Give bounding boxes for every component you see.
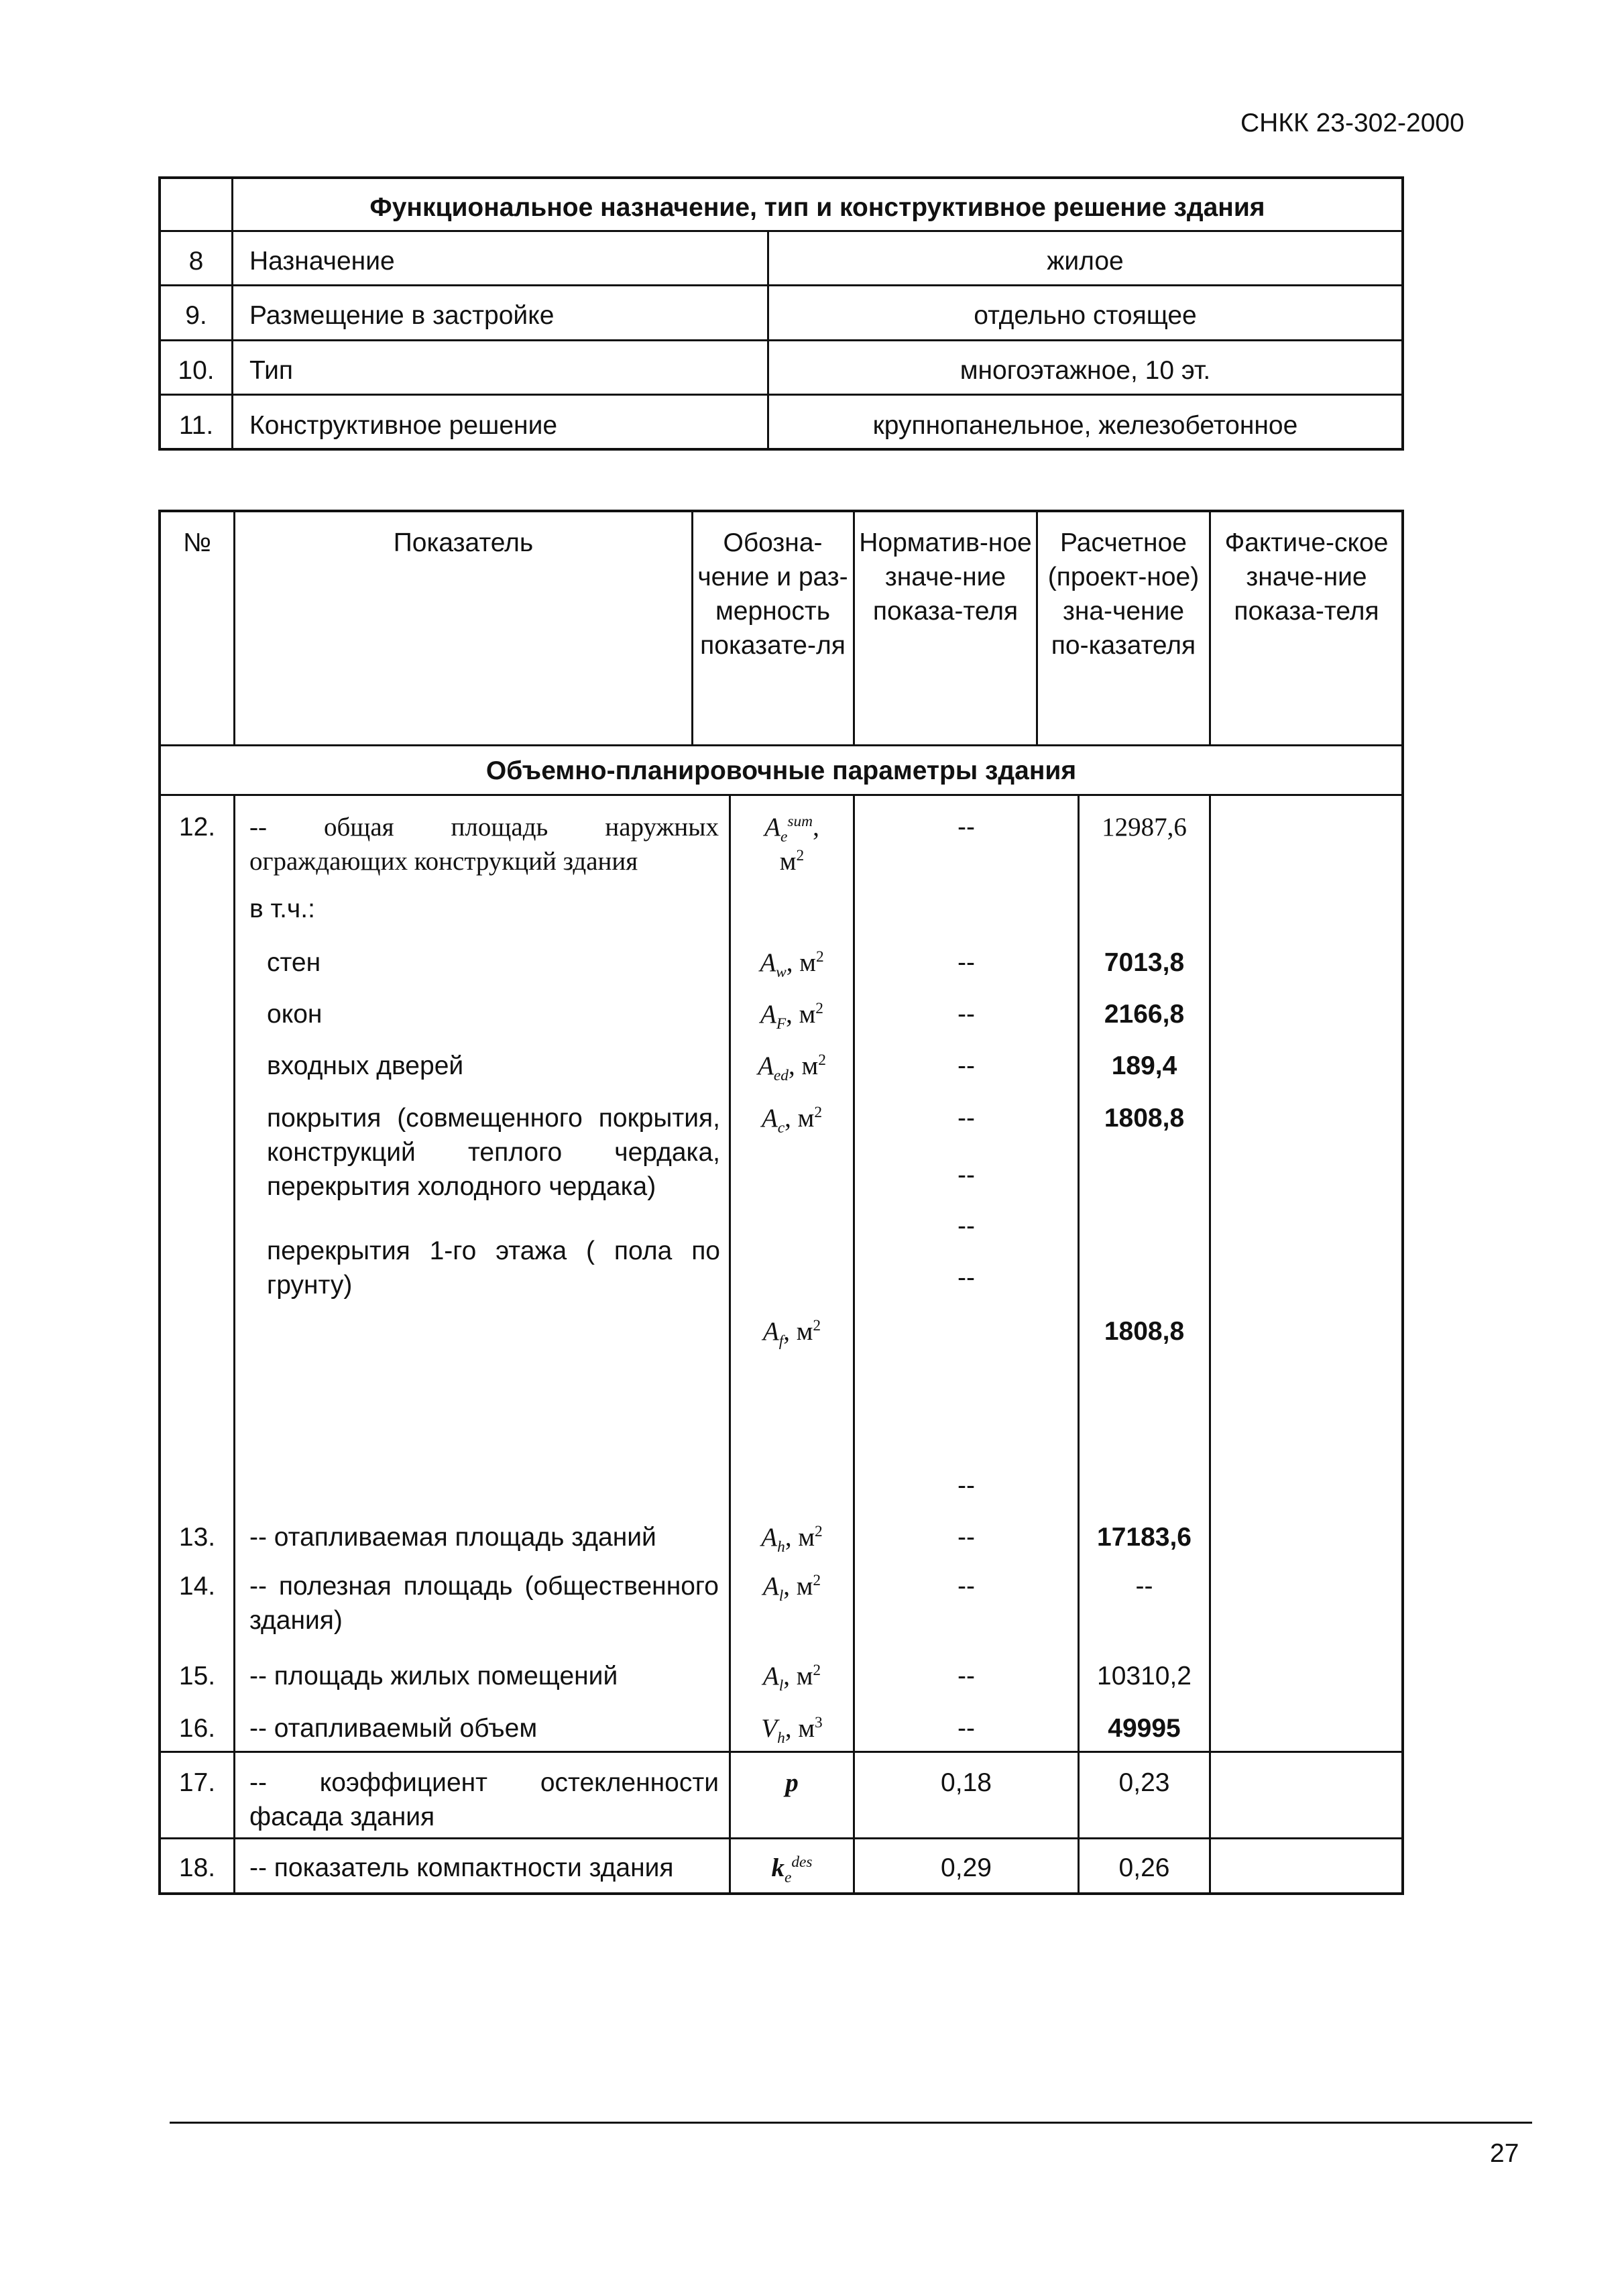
row-normative: -- <box>958 813 975 842</box>
item-design: 1808,8 <box>1104 1104 1185 1133</box>
row-label: Размещение в застройке <box>249 301 555 330</box>
row-label: Конструктивное решение <box>249 411 558 440</box>
extra-dash: -- <box>958 1212 975 1241</box>
item-normative: -- <box>958 1263 975 1292</box>
item-symbol <box>731 997 853 1031</box>
symbol-unit: , м <box>785 1714 815 1743</box>
unit-power: 2 <box>813 1662 821 1679</box>
item-normative: -- <box>958 1000 975 1029</box>
header-symbol: Обозна-чение и раз-мерность показате-ля <box>697 528 848 660</box>
unit-power: 2 <box>796 847 805 864</box>
document-code: СНКК 23-302-2000 <box>1240 109 1464 137</box>
including-label: в т.ч.: <box>249 895 315 923</box>
symbol-superscript: des <box>791 1853 813 1871</box>
item-normative: -- <box>958 948 975 977</box>
symbol-letter: A <box>762 1662 779 1690</box>
row-symbol <box>731 1711 853 1745</box>
symbol-subscript: l <box>778 1676 784 1695</box>
row-symbol <box>731 1659 853 1693</box>
symbol-letter: p <box>785 1768 799 1797</box>
row-design: 12987,6 <box>1102 813 1187 842</box>
footer-divider <box>170 2122 1532 2124</box>
item-normative: -- <box>958 1104 975 1133</box>
row-normative: 0,29 <box>941 1853 992 1882</box>
symbol-letter: A <box>761 1104 778 1133</box>
header-actual: Фактиче-ское значе-ние показа-теля <box>1224 528 1389 626</box>
symbol-unit: , м <box>783 1317 813 1346</box>
unit-power: 2 <box>815 948 824 966</box>
row-label: Назначение <box>249 247 395 276</box>
row-design: -- <box>1135 1572 1153 1601</box>
row-design: 0,26 <box>1118 1853 1170 1882</box>
symbol-unit: , м <box>785 1104 815 1133</box>
extra-dash: -- <box>958 1471 975 1500</box>
row-label: -- общая площадь наружных ограждающих конструкций здания <box>249 813 719 876</box>
row-number: 11. <box>178 411 214 440</box>
symbol-letter: A <box>764 813 780 842</box>
item-label: входных дверей <box>267 1051 464 1080</box>
symbol-superscript: sum <box>787 813 813 830</box>
header-normative: Норматив-ное значе-ние показа-теля <box>859 528 1032 626</box>
row-number: 14. <box>178 1572 216 1601</box>
row-number: 13. <box>178 1523 216 1552</box>
symbol-unit: , м <box>786 948 816 977</box>
row-label: -- отапливаемая площадь зданий <box>249 1523 656 1552</box>
unit-power: 2 <box>813 1572 821 1589</box>
section-title: Объемно-планировочные параметры здания <box>485 756 1077 785</box>
symbol-subscript: f <box>778 1332 784 1350</box>
unit-power: 3 <box>815 1714 823 1731</box>
symbol-subscript: w <box>776 963 787 981</box>
symbol-subscript: ed <box>773 1066 789 1084</box>
symbol-letter: A <box>762 1317 779 1346</box>
header-indicator: Показатель <box>393 528 534 557</box>
row-value: жилое <box>1047 247 1124 276</box>
row-normative: -- <box>958 1572 975 1601</box>
symbol-subscript: h <box>777 1538 785 1556</box>
unit-power: 2 <box>818 1051 826 1069</box>
row-label: -- площадь жилых помещений <box>249 1662 618 1690</box>
unit-power: 2 <box>814 1104 823 1121</box>
symbol-letter: A <box>760 1000 776 1029</box>
row-number: 8 <box>188 247 204 276</box>
row-value: отдельно стоящее <box>974 301 1197 330</box>
header-number: № <box>183 528 211 557</box>
row-normative: -- <box>958 1662 975 1690</box>
symbol-subscript: F <box>776 1015 787 1033</box>
row-label: -- отапливаемый объем <box>249 1714 538 1743</box>
symbol-unit: , м <box>783 1662 813 1690</box>
row-label: -- коэффициент остекленности фасада здания <box>249 1768 719 1831</box>
row-design: 17183,6 <box>1097 1523 1192 1552</box>
row-value: крупнопанельное, железобетонное <box>872 411 1298 440</box>
item-design: 189,4 <box>1111 1051 1177 1080</box>
row-symbol <box>731 1766 853 1800</box>
item-design: 7013,8 <box>1104 948 1185 977</box>
item-design: 1808,8 <box>1104 1317 1185 1346</box>
row-number: 12. <box>178 813 216 842</box>
symbol-unit: , м <box>785 1523 815 1552</box>
unit-power: 2 <box>815 1523 823 1540</box>
symbol-subscript: c <box>777 1118 785 1137</box>
item-symbol <box>731 945 853 980</box>
row-number: 15. <box>178 1662 216 1690</box>
header-design: Расчетное (проект-ное) зна-чение по-казателя <box>1047 528 1200 660</box>
row-symbol: $A_e^{sum}$, $м^2$ <box>764 813 819 876</box>
item-label: окон <box>267 1000 323 1029</box>
row-number: 17. <box>178 1768 216 1797</box>
function-table-title: Функциональное назначение, тип и конструктивное решение здания <box>369 193 1265 222</box>
symbol-unit: , м <box>783 1572 813 1601</box>
symbol-letter: A <box>760 948 776 977</box>
symbol-letter: k <box>771 1853 785 1882</box>
item-normative: -- <box>958 1051 975 1080</box>
row-number: 16. <box>178 1714 216 1743</box>
symbol-letter: A <box>761 1523 778 1552</box>
row-number: 18. <box>178 1853 216 1882</box>
symbol-subscript: h <box>777 1729 785 1747</box>
row-design: 10310,2 <box>1097 1662 1192 1690</box>
page-number: 27 <box>1490 2139 1519 2168</box>
item-label: стен <box>267 948 321 977</box>
symbol-letter: V <box>761 1714 778 1743</box>
row-label: -- полезная площадь (общественного здания) <box>249 1572 719 1635</box>
symbol-letter: A <box>758 1051 774 1080</box>
symbol-unit: , м <box>786 1000 816 1029</box>
unit-power: 2 <box>815 1000 823 1017</box>
row-normative: 0,18 <box>941 1768 992 1797</box>
item-label: перекрытия 1-го этажа ( пола по грунту) <box>267 1237 720 1300</box>
symbol-subscript: e <box>784 1868 792 1886</box>
item-design: 2166,8 <box>1104 1000 1185 1029</box>
symbol-letter: A <box>762 1572 779 1601</box>
extra-dash: -- <box>958 1161 975 1190</box>
unit-power: 2 <box>813 1317 821 1334</box>
row-label: Тип <box>249 356 294 385</box>
item-label: покрытия (совмещенного покрытия, конструкций теплого чердака, перекрытия холодного чердака) <box>267 1104 720 1201</box>
row-number: 10. <box>178 356 215 385</box>
symbol-subscript: e <box>780 827 788 846</box>
row-normative: -- <box>958 1714 975 1743</box>
row-design: 0,23 <box>1118 1768 1170 1797</box>
symbol-unit: м <box>779 847 797 876</box>
row-normative: -- <box>958 1523 975 1552</box>
row-design: 49995 <box>1108 1714 1181 1743</box>
row-symbol <box>731 1569 853 1603</box>
row-symbol <box>731 1520 853 1554</box>
row-symbol <box>731 1851 853 1885</box>
row-number: 9. <box>185 301 207 330</box>
item-symbol <box>731 1101 853 1135</box>
row-value: многоэтажное, 10 эт. <box>960 356 1211 385</box>
symbol-unit: , м <box>789 1051 819 1080</box>
row-label: -- показатель компактности здания <box>249 1853 674 1882</box>
item-symbol <box>731 1049 853 1083</box>
symbol-subscript: l <box>778 1587 784 1605</box>
item-symbol <box>731 1314 853 1348</box>
